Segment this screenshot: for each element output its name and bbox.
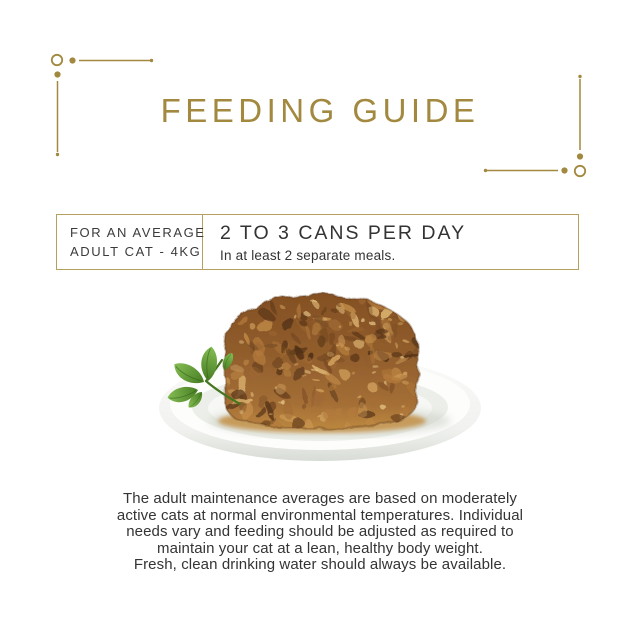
advice-line-3: needs vary and feeding should be adjusted as required to (126, 523, 514, 540)
pate-cylinder (218, 289, 425, 437)
advice-line-5: Fresh, clean drinking water should always be available. (133, 556, 507, 573)
feeding-advice-text (0, 491, 640, 574)
advice-line-4: maintain your cat at a lean, healthy body weight. (157, 539, 483, 557)
product-photo-cat-food-plate (140, 286, 500, 470)
corner-ornament-right-icon (474, 66, 589, 178)
advice-line-1: The adult maintenance averages are based on moderately (123, 490, 517, 507)
feeding-table (56, 214, 579, 270)
feeding-table-amount-cell (203, 215, 578, 269)
amount-heading: 2 TO 3 CANS PER DAY (220, 222, 467, 244)
subject-line-1: FOR AN AVERAGE (70, 225, 206, 240)
subject-line-2: ADULT CAT - 4KG (70, 244, 202, 259)
feeding-table-subject-cell (57, 215, 206, 269)
advice-line-2: active cats at normal environmental temperatures. Individual (116, 506, 524, 524)
page-title: FEEDING GUIDE (160, 92, 480, 129)
amount-note: In at least 2 separate meals. (220, 248, 396, 263)
